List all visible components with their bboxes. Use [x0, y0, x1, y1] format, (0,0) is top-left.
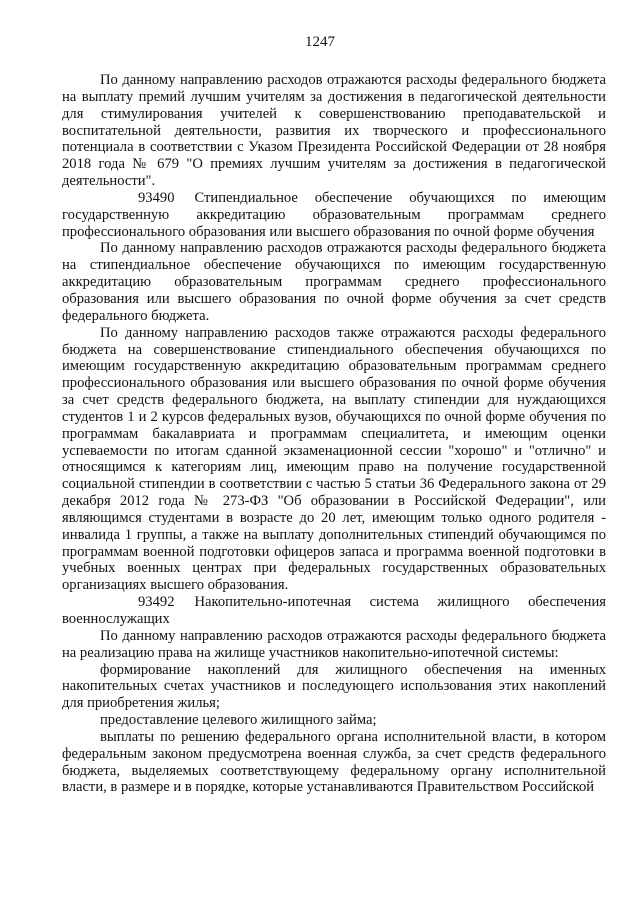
expense-code: 93490 — [138, 189, 175, 206]
section-heading-93492 — [62, 594, 606, 628]
page-number: 1247 — [305, 34, 335, 50]
paragraph-housing-expenses — [62, 628, 606, 662]
paragraph-text: выплаты по решению федерального органа исполнительной власти, в котором федеральным законом предусмотрена военная служба, за счет средств федерального бюджета, выделяемых соответствующему федеральному органу исполнительной власти, в размере и в порядке, которые устанавливаются Правительством Российской — [62, 728, 606, 796]
paragraph-teacher-awards — [62, 72, 606, 190]
document-body — [62, 72, 606, 796]
paragraph-text: формирование накоплений для жилищного обеспечения на именных накопительных счетах участников и последующего использования этих накоплений для приобретения жилья; — [62, 661, 606, 712]
section-heading-text: Накопительно-ипотечная система жилищного обеспечения военнослужащих — [62, 594, 606, 627]
paragraph-stipend-improvement — [62, 325, 606, 595]
paragraph-text: По данному направлению расходов отражаются расходы федерального бюджета на выплату премий лучшим учителям за достижения в педагогической деятельности для стимулирования учителей к совершенствованию преподавательской и воспитательной деятельности, развития их творческого и профессионального потенциала в соответствии с Указом Президента Российской Федерации от 28 ноября 2018 года № 679 "О премиях лучшим учителям за достижения в педагогической деятельности". — [62, 72, 606, 190]
list-item-savings — [62, 662, 606, 713]
paragraph-text: По данному направлению расходов также отражаются расходы федерального бюджета на совершенствование стипендиального обеспечения обучающихся по имеющим государственную аккредитацию образовательным программам среднего профессионального образования или высшего образования по очной форме обучения за счет средств федерального бюджета, на выплату стипендии для нуждающихся студентов 1 и 2 курсов федеральных вузов, обучающихся по очной форме обучения по программам бакалавриата и программам специалитета, и имеющим оценки успеваемости по итогам сданной экзаменационной сессии "хорошо" и "отлично" и относящимся к категориям лиц, имеющим право на получение государственной социальной стипендии в соответствии с частью 5 статьи 36 Федерального закона от 29 декабря 2012 года № 273-ФЗ "Об образовании в Российской Федерации", или являющимся студентами в возрасте до 20 лет, имеющим только одного родителя - инвалида 1 группы, а также на выплату дополнительных стипендий обучающимся по программам военной подготовки офицеров запаса и программа военной подготовки в учебных военных центрах при федеральных государственных образовательных организациях высшего образования. — [62, 324, 606, 594]
paragraph-text: По данному направлению расходов отражаются расходы федерального бюджета на стипендиальное обеспечение обучающихся по имеющим государственную аккредитацию образовательным программам среднего профессионального образования или высшего образования по очной форме обучения за счет средств федерального бюджета. — [62, 240, 606, 324]
list-item-loan — [62, 712, 606, 729]
list-item-payments — [62, 729, 606, 796]
paragraph-stipend-expenses — [62, 240, 606, 324]
expense-code: 93492 — [138, 594, 175, 611]
section-heading-text: Стипендиальное обеспечение обучающихся по имеющим государственную аккредитацию образовательным программам среднего профессионального образования или высшего образования по очной форме обучения — [62, 189, 606, 240]
paragraph-text: По данному направлению расходов отражаются расходы федерального бюджета на реализацию права на жилище участников накопительно-ипотечной системы: — [62, 627, 606, 661]
section-heading-93490 — [62, 190, 606, 241]
paragraph-text: предоставление целевого жилищного займа; — [100, 712, 377, 729]
